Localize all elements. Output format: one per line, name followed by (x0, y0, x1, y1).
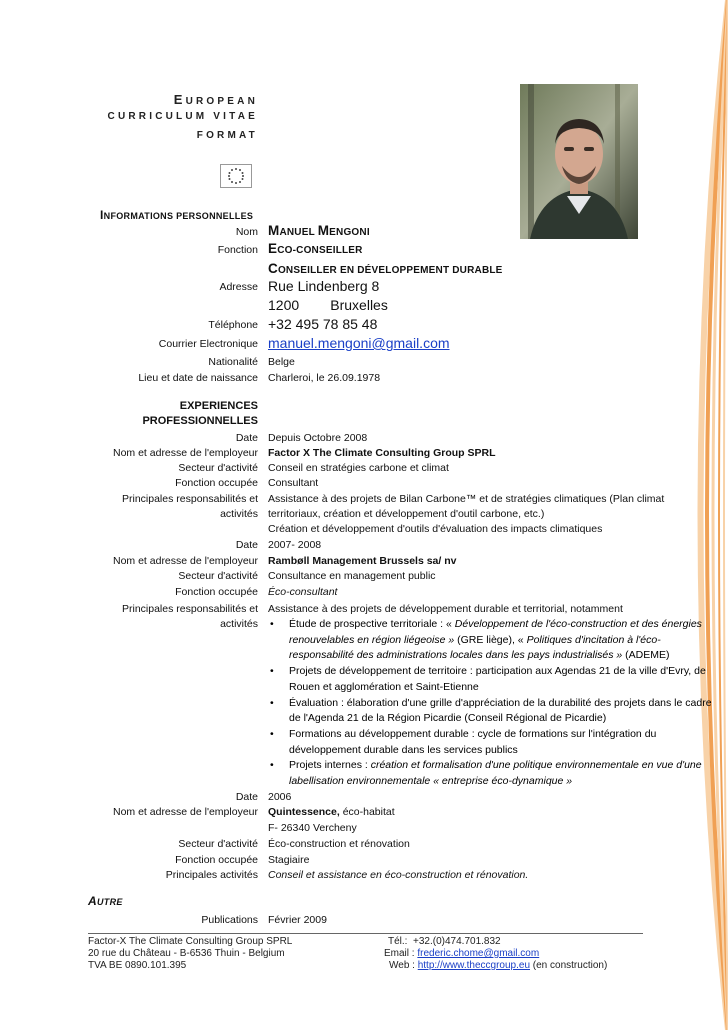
value-nationalite: Belge (268, 356, 295, 368)
job2-bullet-2-line-1: Projets de développement de territoire : participation aux Agendas 21 de la ville d'Evry, de (289, 665, 706, 677)
value-adresse-1: Rue Lindenberg 8 (268, 278, 380, 294)
label-publications: Publications (201, 914, 258, 926)
job3-activites: Conseil et assistance en éco-construction et rénovation. (268, 869, 529, 881)
label-nom: Nom (235, 226, 258, 238)
label-fonction-occupee: Fonction occupée (175, 586, 258, 598)
job2-bullet-1-line-1: Étude de prospective territoriale : « Développement de l'éco-construction et des énergies (289, 618, 702, 630)
label-employeur: Nom et adresse de l'employeur (113, 555, 258, 567)
footer-phone: Tél.: +32.(0)474.701.832 (388, 936, 501, 947)
footer-web-link[interactable]: http://www.theccgroup.eu (417, 960, 531, 971)
job3-date: 2006 (268, 791, 292, 803)
label-secteur: Secteur d'activité (178, 838, 258, 850)
label-secteur: Secteur d'activité (178, 570, 258, 582)
email-link[interactable]: manuel.mengoni@gmail.com (268, 335, 450, 351)
decorative-arcs (668, 0, 728, 1030)
job3-employeur: Quintessence, éco-habitat (268, 806, 395, 818)
job2-bullet-3-line-1: Évaluation : élaboration d'une grille d'appréciation de la durabilité des projets dans le cadre (289, 697, 712, 709)
header-european: EUROPEAN (173, 92, 258, 107)
footer-email: Email : frederic.chome@gmail.com (384, 948, 540, 959)
label-employeur: Nom et adresse de l'employeur (113, 806, 258, 818)
job1-fonction: Consultant (268, 477, 319, 489)
footer-email-link[interactable]: frederic.chome@gmail.com (417, 948, 540, 959)
job2-bullet-1-line-2: renouvelables en région liégeoise » (GRE liège), « Politiques d'incitation à l'éco- (289, 634, 661, 646)
job2-bullet-5-line-1: Projets internes : création et formalisation d'une politique environnementale en vue d'une (289, 759, 702, 771)
label-secteur: Secteur d'activité (178, 462, 258, 474)
bullet-marker: • (270, 759, 274, 771)
section-title-personal: INFORMATIONS PERSONNELLES (100, 208, 254, 222)
value-naissance: Charleroi, le 26.09.1978 (268, 372, 381, 384)
job2-resp-intro: Assistance à des projets de développement durable et territorial, notamment (268, 603, 623, 615)
job3-secteur: Éco-construction et rénovation (268, 838, 410, 850)
footer-web: Web : http://www.theccgroup.eu (en construction) (389, 960, 608, 971)
job1-secteur: Conseil en stratégies carbone et climat (268, 462, 449, 474)
job1-resp-3: Création et développement d'outils d'évaluation des impacts climatiques (268, 523, 603, 535)
section-title-autre: AUTRE (88, 894, 123, 908)
portrait-photo (520, 84, 638, 239)
label-email: Courrier Electronique (158, 338, 258, 350)
footer-address: 20 rue du Château - B-6536 Thuin - Belgium (88, 948, 285, 959)
value-fonction-1: ECO-CONSEILLER (268, 241, 363, 256)
job2-employeur: Rambøll Management Brussels sa/ nv (268, 555, 457, 567)
job2-bullet-5-line-2: labellisation environnementale « entreprise éco-dynamique » (289, 775, 573, 787)
value-fonction-2: CONSEILLER EN DÉVELOPPEMENT DURABLE (268, 261, 503, 276)
job1-resp-1: Assistance à des projets de Bilan Carbone™ et de stratégies climatiques (Plan climat (268, 493, 665, 505)
bullet-marker: • (270, 665, 274, 677)
job1-date: Depuis Octobre 2008 (268, 432, 368, 444)
header-format: FORMAT (196, 130, 258, 141)
label-fonction: Fonction (217, 244, 258, 256)
bullet-marker: • (270, 697, 274, 709)
eu-flag-icon (220, 164, 252, 188)
job1-resp-2: territoriaux, création et développement d'outil carbone, etc.) (268, 508, 545, 520)
footer-vat: TVA BE 0890.101.395 (88, 960, 187, 971)
job1-employeur: Factor X The Climate Consulting Group SPRL (268, 447, 496, 459)
label-fonction-occupee: Fonction occupée (175, 854, 258, 866)
job2-date: 2007- 2008 (268, 539, 322, 551)
section-title-experiences-1: EXPERIENCES (179, 400, 258, 412)
label-naissance: Lieu et date de naissance (138, 372, 258, 384)
section-title-experiences-2: PROFESSIONNELLES (142, 415, 258, 427)
label-telephone: Téléphone (208, 319, 258, 331)
label-employeur: Nom et adresse de l'employeur (113, 447, 258, 459)
label-responsabilites-2: activités (220, 618, 258, 630)
label-responsabilites-1: Principales responsabilités et (122, 603, 258, 615)
job2-bullet-4-line-1: Formations au développement durable : cycle de formations sur l'intégration du (289, 728, 657, 740)
label-date: Date (235, 791, 258, 803)
label-responsabilites-1: Principales responsabilités et (122, 493, 258, 505)
job2-fonction: Éco-consultant (268, 586, 338, 598)
job2-bullet-3-line-2: de l'Agenda 21 de la Région Picardie (Conseil Régional de Picardie) (289, 712, 607, 724)
bullet-marker: • (270, 728, 274, 740)
footer-company: Factor-X The Climate Consulting Group SPRL (88, 936, 293, 947)
label-activites: Principales activités (165, 869, 258, 881)
header-curriculum-vitae: CURRICULUM VITAE (107, 111, 258, 122)
value-adresse-2: 1200 Bruxelles (268, 297, 388, 313)
label-responsabilites-2: activités (220, 508, 258, 520)
job2-bullet-1-line-3: responsabilité des administrations locales dans les pays industrialisés » (ADEME) (289, 649, 670, 661)
value-telephone: +32 495 78 85 48 (268, 316, 378, 332)
job2-bullet-4-line-2: développement durable dans les services publics (289, 744, 518, 756)
bullet-marker: • (270, 618, 274, 630)
job3-fonction: Stagiaire (268, 854, 310, 866)
value-nom: MANUEL MENGONI (268, 223, 370, 238)
job2-secteur: Consultance en management public (268, 570, 436, 582)
label-date: Date (235, 539, 258, 551)
label-adresse: Adresse (219, 281, 258, 293)
job2-bullet-2-line-2: Rouen et agglomération et Saint-Etienne (289, 681, 479, 693)
label-date: Date (235, 432, 258, 444)
job3-adresse: F- 26340 Vercheny (268, 822, 357, 834)
footer-divider (88, 933, 643, 934)
value-publications: Février 2009 (268, 914, 327, 926)
label-nationalite: Nationalité (208, 356, 258, 368)
label-fonction-occupee: Fonction occupée (175, 477, 258, 489)
